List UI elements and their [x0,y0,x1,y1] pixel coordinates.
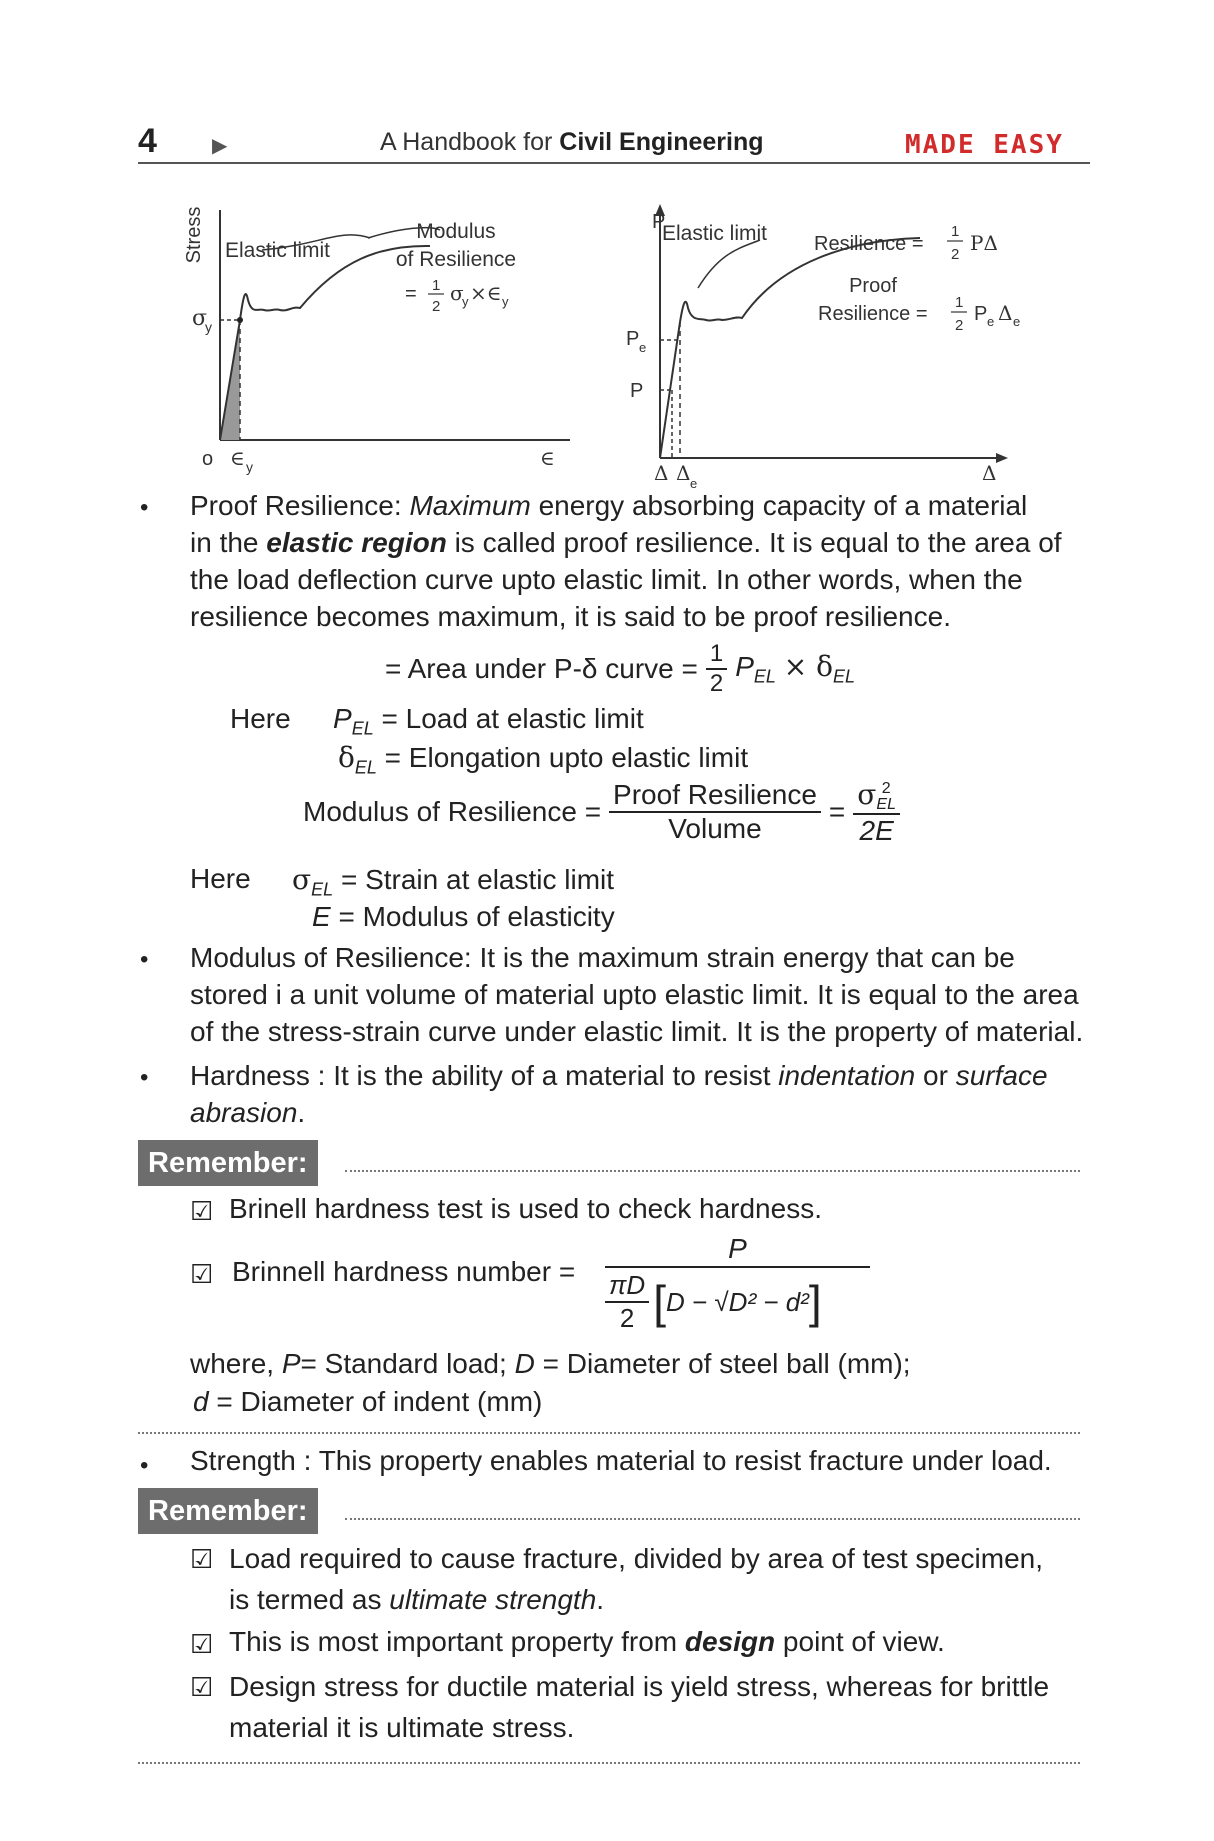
fig1-origin-label: o [202,448,214,470]
fig1-modulus-eq-prefix: = [405,283,417,305]
bhn-den-num: πD [605,1270,649,1303]
fig2-y-label: P [652,211,666,233]
remember-label-2: Remember: [138,1488,318,1534]
proof-resilience-italic-elastic: elastic region [266,527,447,558]
bhn-bracket-close: ] [808,1276,822,1328]
mod-eq-equals: = [828,796,846,828]
remember-end-rule-2 [138,1762,1080,1764]
checkbox-icon: ☑ [190,1196,214,1226]
hardness-italic-surface: surface [955,1060,1048,1091]
remember-dotted-rule-1 [345,1170,1080,1172]
page-number: 4 [138,122,157,160]
header-arrow-icon: ▶ [212,135,228,157]
hardness-paragraph [190,1057,1090,1131]
remember1-where-line2 [193,1386,542,1418]
mod-eq-fraction2 [853,778,900,847]
fig1-elastic-limit-label: Elastic limit [225,239,331,262]
eq1-prefix: = Area under P-δ curve = [385,653,698,684]
fig1-modulus-sub1: y [462,294,469,309]
def-delta-sub: EL [354,757,377,778]
def-sigma-sub: EL [311,879,334,900]
mod-eq-sigma: σ [857,778,877,811]
bhn-den-fraction [605,1270,649,1334]
where-d: D [514,1348,535,1379]
fig1-modulus-half-num: 1 [432,277,441,294]
stress-strain-figure [170,190,590,480]
mod-eq-label: Modulus of Resilience = [303,796,602,828]
where2-d: d [193,1386,209,1417]
eq1-p-sub: EL [753,666,776,687]
def-e [312,901,615,933]
eq1-times: × δ [783,650,833,684]
remember-label-1: Remember: [138,1140,318,1186]
mod-eq-sup: 2 [881,779,891,797]
remember2-item2-pre: This is most important property from [229,1626,678,1657]
modulus-resilience-term: Modulus of Resilience: [190,942,472,973]
def-pel-sym: P [333,703,352,734]
mod-eq-fraction1 [609,779,821,845]
running-title-bold: Civil Engineering [559,128,764,156]
checkbox-icon: ☑ [190,1259,214,1289]
def-pel-text: = Load at elastic limit [381,703,644,734]
fig2-proof-delta: Δ [998,301,1013,325]
fig1-modulus-sigma: σ [450,281,464,305]
where-b: = Diameter of steel ball (mm); [542,1348,911,1379]
fig1-modulus-times: ×∈ [470,281,502,305]
brand-logo: MADE EASY [905,130,1064,160]
def-sigma-el [292,863,614,901]
fig1-x-label: ∈ [540,446,555,470]
fig1-modulus-half-den: 2 [432,298,441,315]
fig2-resilience-num: 1 [951,223,960,240]
bhn-numerator: P [605,1232,870,1268]
hardness-italic-abrasion: abrasion [190,1097,298,1128]
fig2-resilience-rest: PΔ [970,231,998,255]
eq1-fraction [706,640,727,698]
proof-resilience-line4: resilience becomes maximum, it is said to be proof resilience. [190,601,951,632]
remember2-item1-line1: Load required to cause fracture, divided by area of test specimen, [229,1543,1044,1574]
fig2-proof-line2: Resilience = [818,303,928,325]
proof-resilience-line3: the load deflection curve upto elastic limit. In other words, when the [190,564,1023,595]
fig1-eps-y-label: ∈ [230,446,245,470]
bhn-den-den: 2 [619,1303,635,1333]
fig2-proof-num: 1 [955,294,964,311]
fig2-x-arrow-icon [996,453,1008,463]
remember1-where-line1 [190,1348,911,1380]
proof-resilience-line1: energy absorbing capacity of a material [538,490,1028,521]
fig1-yield-point [237,317,243,323]
proof-resilience-equation [385,640,855,698]
where-p: P [281,1348,301,1379]
fig1-modulus-line2: of Resilience [395,248,517,271]
remember2-item1-italic: ultimate strength [389,1584,597,1615]
proof-resilience-term: Proof Resilience: [190,490,402,521]
modulus-resilience-paragraph [190,939,1090,1050]
bullet-icon: • [140,1452,149,1479]
modulus-resilience-line2: stored i a unit volume of material upto elastic limit. It is equal to the area [190,979,1079,1010]
bullet-icon: • [140,494,149,521]
strength-text: This property enables material to resist fracture under load. [318,1445,1052,1476]
fig2-elastic-leader [698,240,760,288]
fig2-proof-den: 2 [955,317,964,334]
eq1-den: 2 [709,670,724,697]
eq1-num: 1 [706,640,727,670]
remember2-item1-line2-pre: is termed as [229,1584,382,1615]
remember2-item3-line1: Design stress for ductile material is yield stress, whereas for brittle [229,1671,1050,1702]
fig2-delta-e-sub: e [690,476,698,490]
remember2-item1-dot: . [596,1584,605,1615]
remember2-item1 [229,1538,1099,1620]
where-pre: where, [190,1348,275,1379]
bullet-icon: • [140,946,149,973]
mod-eq-sub: EL [876,795,896,813]
remember1-item2: Brinnell hardness number = [232,1256,576,1287]
header-rule [138,162,1090,164]
remember-dotted-rule-2 [345,1518,1080,1520]
fig2-proof-sub2: e [1013,314,1021,329]
load-deflection-figure [620,200,1090,490]
fig1-modulus-line1: Modulus [416,220,496,243]
strength-term: Strength : [190,1445,312,1476]
remember1-item1: Brinell hardness test is used to check hardness. [229,1193,822,1224]
hardness-term: Hardness : [190,1060,326,1091]
fig2-delta-label: Δ [654,461,669,485]
remember2-item2 [229,1626,1099,1658]
proof-resilience-line2-post: is called proof resilience. It is equal to the area of [454,527,1062,558]
fig2-elastic-limit-label: Elastic limit [662,222,768,245]
remember2-item2-italic: design [684,1626,776,1657]
checkbox-icon: ☑ [190,1672,214,1702]
proof-resilience-paragraph [190,487,1090,635]
modulus-resilience-line3: of the stress-strain curve under elastic limit. It is the property of material. [190,1016,1084,1047]
where-a: = Standard load; [300,1348,507,1379]
modulus-equation [303,778,900,847]
bhn-formula [605,1232,870,1334]
fig2-proof-line1: Proof [849,275,897,297]
fig1-sigma-y-label: σ [192,306,208,331]
here-label-2: Here [190,863,251,894]
fig2-p-label: P [630,380,644,402]
fig1-eps-y-sub: y [246,459,253,475]
def-e-text: = Modulus of elasticity [338,901,615,932]
proof-resilience-italic-maximum: Maximum [409,490,531,521]
hardness-or: or [923,1060,948,1091]
def-delta-text: = Elongation upto elastic limit [384,742,749,773]
def-e-sym: E [312,901,331,932]
where2-text: = Diameter of indent (mm) [216,1386,543,1417]
hardness-italic-indentation: indentation [778,1060,916,1091]
mod-eq-den: Volume [668,813,762,845]
def-delta-sym: δ [338,741,355,774]
fig2-proof-p: P [974,303,988,325]
fig2-x-label: Δ [982,461,997,485]
hardness-dot: . [297,1097,306,1128]
strength-paragraph [190,1445,1090,1477]
fig2-resilience-label: Resilience = [814,233,924,255]
fig1-y-label: Stress [183,206,205,264]
remember2-item3 [229,1666,1099,1748]
fig2-pe-sub: e [639,340,647,355]
fig1-sigma-y-sub: y [205,319,212,335]
bhn-bracket-open: [ [653,1276,666,1328]
fig2-delta-e-label: Δ [676,461,691,485]
remember2-item2-post: point of view. [782,1626,945,1657]
def-pel-sub: EL [351,718,374,739]
checkbox-icon: ☑ [190,1544,214,1574]
def-delta-el [338,741,748,779]
bhn-denominator [605,1270,870,1334]
remember-end-rule-1 [138,1432,1080,1434]
modulus-resilience-line1: It is the maximum strain energy that can be [479,942,1015,973]
eq1-d-sub: EL [832,666,855,687]
fig1-modulus-sub2: y [502,294,509,309]
eq1-p: P [735,651,754,683]
fig2-resilience-den: 2 [951,246,960,263]
bullet-icon: • [140,1064,149,1091]
hardness-line1: It is the ability of a material to resist [333,1060,771,1091]
bhn-bracket-content: D − √D² − d² [665,1286,809,1317]
here-label-1: Here [230,703,291,734]
mod-eq-den2: 2E [859,814,894,846]
proof-resilience-line2-pre: in the [190,527,259,558]
running-title-prefix: A Handbook for [380,128,553,156]
running-title [380,128,764,157]
remember2-item3-line2: material it is ultimate stress. [229,1712,575,1743]
checkbox-icon: ☑ [190,1629,214,1659]
fig2-pe-label: P [626,328,640,350]
def-sigma-sym: σ [292,863,312,896]
mod-eq-num: Proof Resilience [609,779,821,813]
fig2-proof-sub1: e [987,314,995,329]
def-pel [333,703,644,740]
def-sigma-text: = Strain at elastic limit [340,864,615,895]
